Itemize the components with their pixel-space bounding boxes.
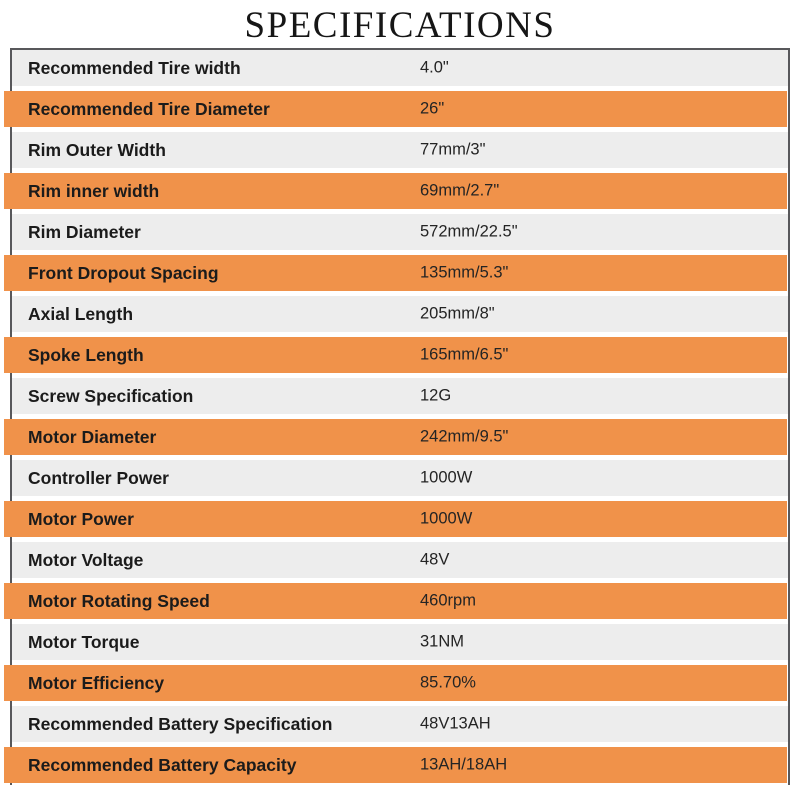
spec-value: 165mm/6.5" <box>420 345 509 364</box>
table-row <box>12 214 788 250</box>
spec-label: Recommended Tire Diameter <box>28 98 270 119</box>
spec-value: 85.70% <box>420 673 476 692</box>
spec-value: 48V13AH <box>420 714 491 733</box>
spec-value: 31NM <box>420 632 465 651</box>
table-row <box>4 91 787 127</box>
spec-value: 4.0" <box>420 58 449 77</box>
table-row <box>12 50 788 86</box>
spec-label: Screw Specification <box>28 385 194 406</box>
table-row <box>4 173 787 209</box>
spec-value: 26" <box>420 99 445 118</box>
table-row <box>4 255 787 291</box>
spec-label: Motor Rotating Speed <box>28 590 210 611</box>
spec-rows <box>4 48 792 783</box>
table-row <box>12 378 788 414</box>
table-row <box>12 460 788 496</box>
spec-label: Controller Power <box>28 467 169 488</box>
spec-value: 77mm/3" <box>420 140 486 159</box>
table-row <box>4 747 787 783</box>
spec-value: 13AH/18AH <box>420 755 508 774</box>
spec-label: Recommended Battery Specification <box>28 713 333 734</box>
spec-label: Axial Length <box>28 303 134 324</box>
spec-label: Motor Efficiency <box>28 672 165 693</box>
table-row <box>12 706 788 742</box>
spec-value: 135mm/5.3" <box>420 263 509 282</box>
spec-label: Motor Torque <box>28 631 140 652</box>
spec-label: Rim Diameter <box>28 221 141 242</box>
spec-label: Motor Diameter <box>28 426 157 447</box>
spec-label: Front Dropout Spacing <box>28 262 219 283</box>
table-row <box>12 624 788 660</box>
spec-label: Spoke Length <box>28 344 144 365</box>
table-row <box>12 132 788 168</box>
spec-value: 1000W <box>420 468 473 487</box>
spec-value: 205mm/8" <box>420 304 495 323</box>
spec-label: Recommended Battery Capacity <box>28 754 297 775</box>
spec-table <box>4 48 792 785</box>
page-title: SPECIFICATIONS <box>244 5 556 46</box>
spec-value: 48V <box>420 550 450 569</box>
spec-label: Rim Outer Width <box>28 139 166 160</box>
table-row <box>4 419 787 455</box>
table-row <box>4 337 787 373</box>
spec-label: Motor Voltage <box>28 549 144 570</box>
table-row <box>4 501 787 537</box>
table-row <box>4 665 787 701</box>
spec-value: 69mm/2.7" <box>420 181 500 200</box>
table-row <box>12 542 788 578</box>
spec-value: 1000W <box>420 509 473 528</box>
spec-value: 572mm/22.5" <box>420 222 518 241</box>
spec-value: 242mm/9.5" <box>420 427 509 446</box>
spec-value: 12G <box>420 386 452 405</box>
spec-value: 460rpm <box>420 591 476 610</box>
spec-label: Motor Power <box>28 508 134 529</box>
table-row <box>12 296 788 332</box>
table-row <box>4 583 787 619</box>
spec-label: Rim inner width <box>28 180 160 201</box>
spec-label: Recommended Tire width <box>28 57 241 78</box>
